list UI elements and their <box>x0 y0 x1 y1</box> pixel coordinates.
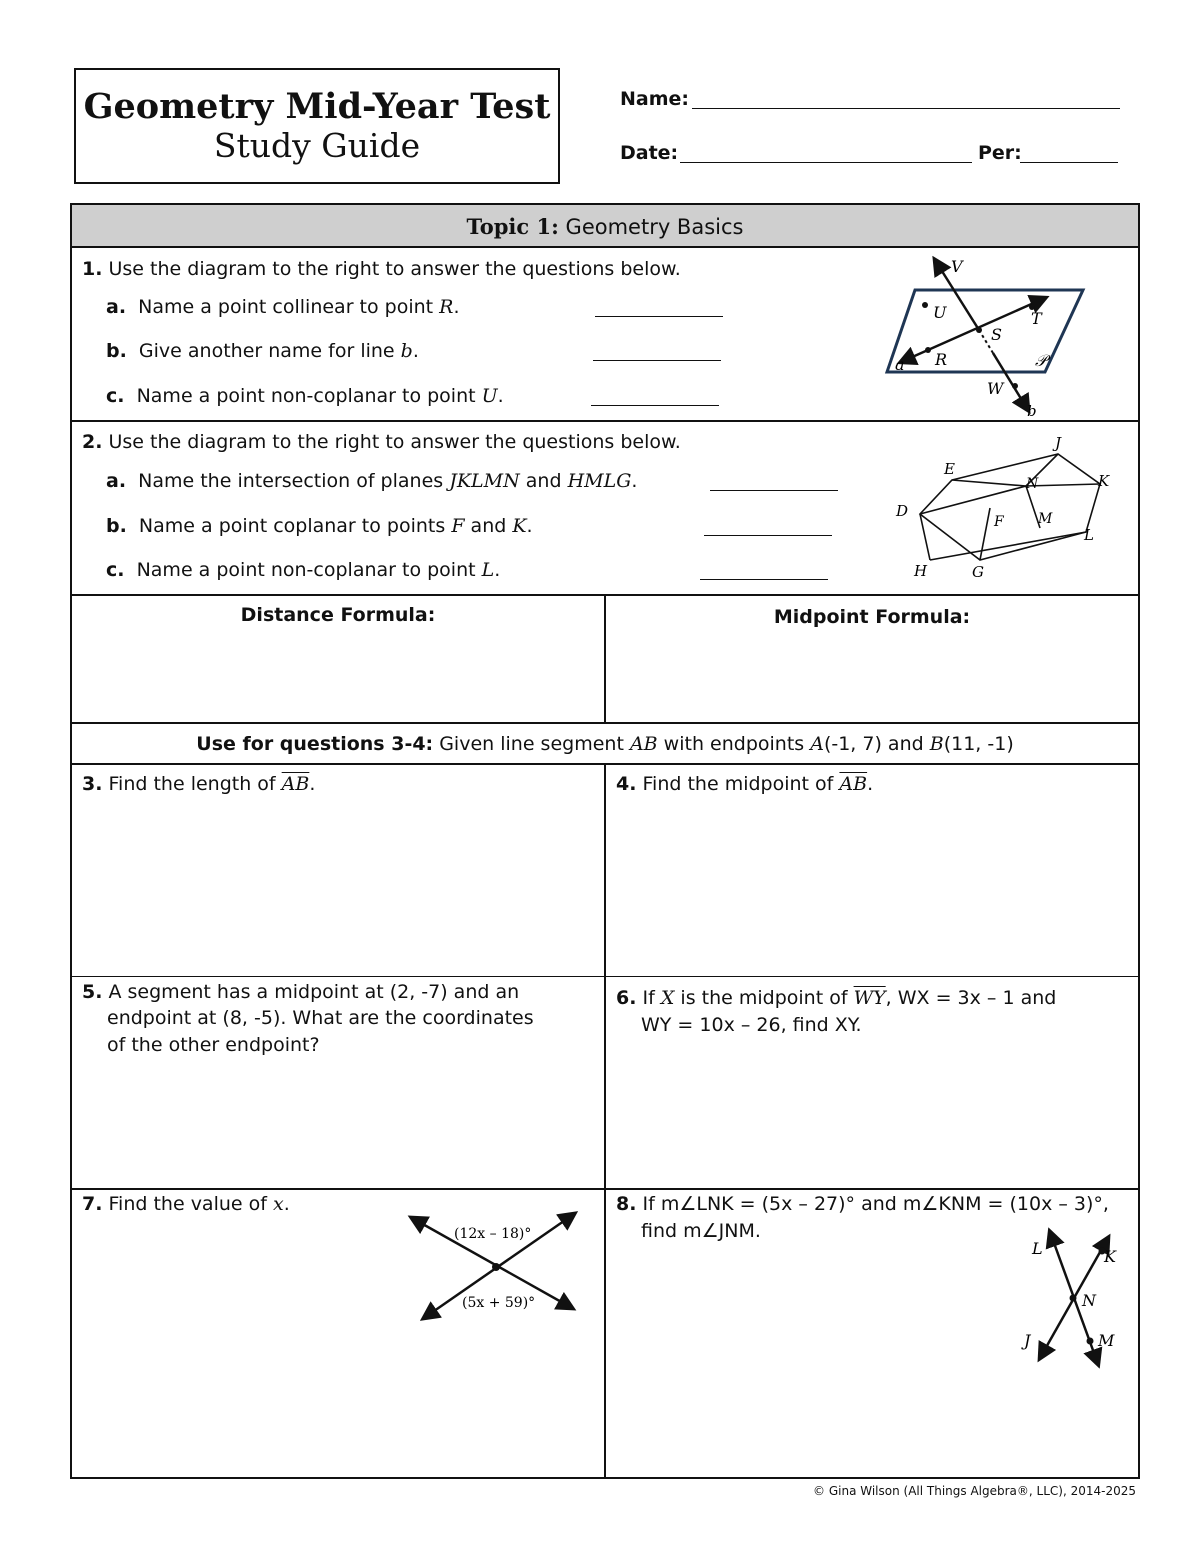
q2c-answer[interactable] <box>700 579 828 580</box>
svg-text:(5x + 59)°: (5x + 59)° <box>462 1295 536 1311</box>
date-field[interactable] <box>680 162 972 163</box>
svg-text:G: G <box>972 563 984 581</box>
given-statement: Use for questions 3-4: Given line segment AB with endpoints A(-1, 7) and B(11, -1) <box>196 733 1014 755</box>
q1c-answer[interactable] <box>591 405 719 406</box>
topic-name: Geometry Basics <box>565 215 744 239</box>
svg-text:L: L <box>1084 526 1094 544</box>
svg-text:E: E <box>944 460 955 478</box>
q8-line2: find m∠JNM. <box>641 1220 761 1242</box>
q2a-answer[interactable] <box>710 490 838 491</box>
q5-line3: of the other endpoint? <box>107 1034 320 1056</box>
svg-text:J: J <box>1024 1331 1031 1350</box>
q2-prism-diagram <box>890 432 1120 582</box>
svg-text:K: K <box>1098 472 1110 490</box>
name-field[interactable] <box>692 108 1120 109</box>
divider <box>70 246 1140 248</box>
q8-intersecting-lines-diagram <box>1020 1222 1130 1372</box>
topic-label: Topic 1: <box>466 214 559 239</box>
divider <box>604 764 606 1478</box>
page-subtitle: Study Guide <box>213 126 421 165</box>
svg-text:N: N <box>1026 476 1039 492</box>
q1a: a. Name a point collinear to point R. <box>106 296 460 318</box>
q8-line1: 8. If m∠LNK = (5x – 27)° and m∠KNM = (10x – 3)°, <box>616 1193 1109 1215</box>
q7: 7. Find the value of x. <box>82 1193 290 1215</box>
svg-text:R: R <box>935 350 948 369</box>
page-title: Geometry Mid-Year Test <box>83 86 551 127</box>
per-label: Per: <box>978 142 1022 164</box>
title-box <box>74 68 560 184</box>
svg-text:K: K <box>1104 1247 1116 1266</box>
divider <box>70 420 1140 422</box>
q1b-answer[interactable] <box>593 360 721 361</box>
svg-text:L: L <box>1032 1239 1043 1258</box>
q5-line2: endpoint at (8, -5). What are the coordinates <box>107 1007 534 1029</box>
svg-text:(12x – 18)°: (12x – 18)° <box>454 1226 532 1242</box>
svg-text:M: M <box>1098 1331 1115 1350</box>
q2b: b. Name a point coplanar to points F and K. <box>106 515 533 537</box>
q1b: b. Give another name for line b. <box>106 340 419 362</box>
q1c: c. Name a point non-coplanar to point U. <box>106 385 504 407</box>
q2c: c. Name a point non-coplanar to point L. <box>106 559 501 581</box>
name-label: Name: <box>620 88 690 110</box>
svg-text:b: b <box>1027 402 1037 420</box>
svg-text:V: V <box>951 257 963 276</box>
q2b-answer[interactable] <box>704 535 832 536</box>
q1-plane-diagram <box>875 252 1095 420</box>
svg-text:M: M <box>1038 511 1053 527</box>
q2-prompt: 2. Use the diagram to the right to answer the questions below. <box>82 431 681 453</box>
q7-intersecting-lines-diagram <box>404 1208 584 1328</box>
svg-text:U: U <box>933 303 947 322</box>
q6-line1: 6. If X is the midpoint of $\overline{WY}$, WX = 3x – 1 and <box>616 987 1057 1009</box>
date-label: Date: <box>620 142 679 164</box>
distance-formula-label: Distance Formula: <box>240 604 436 626</box>
svg-text:N: N <box>1082 1291 1096 1310</box>
svg-text:𝒫: 𝒫 <box>1035 351 1047 370</box>
svg-text:W: W <box>987 379 1004 398</box>
svg-text:F: F <box>994 514 1004 530</box>
copyright: © Gina Wilson (All Things Algebra®, LLC), 2014-2025 <box>813 1484 1136 1498</box>
per-field[interactable] <box>1020 162 1118 163</box>
svg-text:D: D <box>896 502 909 520</box>
q5-line1: 5. A segment has a midpoint at (2, -7) and an <box>82 981 520 1003</box>
svg-text:J: J <box>1055 434 1062 452</box>
svg-text:a: a <box>895 355 905 374</box>
midpoint-formula-label: Midpoint Formula: <box>773 606 971 628</box>
svg-text:T: T <box>1031 309 1042 328</box>
q4: 4. Find the midpoint of $\overline{AB}$. <box>616 773 874 795</box>
q1-prompt: 1. Use the diagram to the right to answer the questions below. <box>82 258 681 280</box>
svg-text:H: H <box>914 562 928 580</box>
q6-line2: WY = 10x – 26, find XY. <box>641 1014 862 1036</box>
q3: 3. Find the length of $\overline{AB}$. <box>82 773 316 795</box>
topic-header <box>72 205 1138 247</box>
q2a: a. Name the intersection of planes JKLMN and HMLG. <box>106 470 638 492</box>
svg-text:S: S <box>991 325 1002 344</box>
q1a-answer[interactable] <box>595 316 723 317</box>
